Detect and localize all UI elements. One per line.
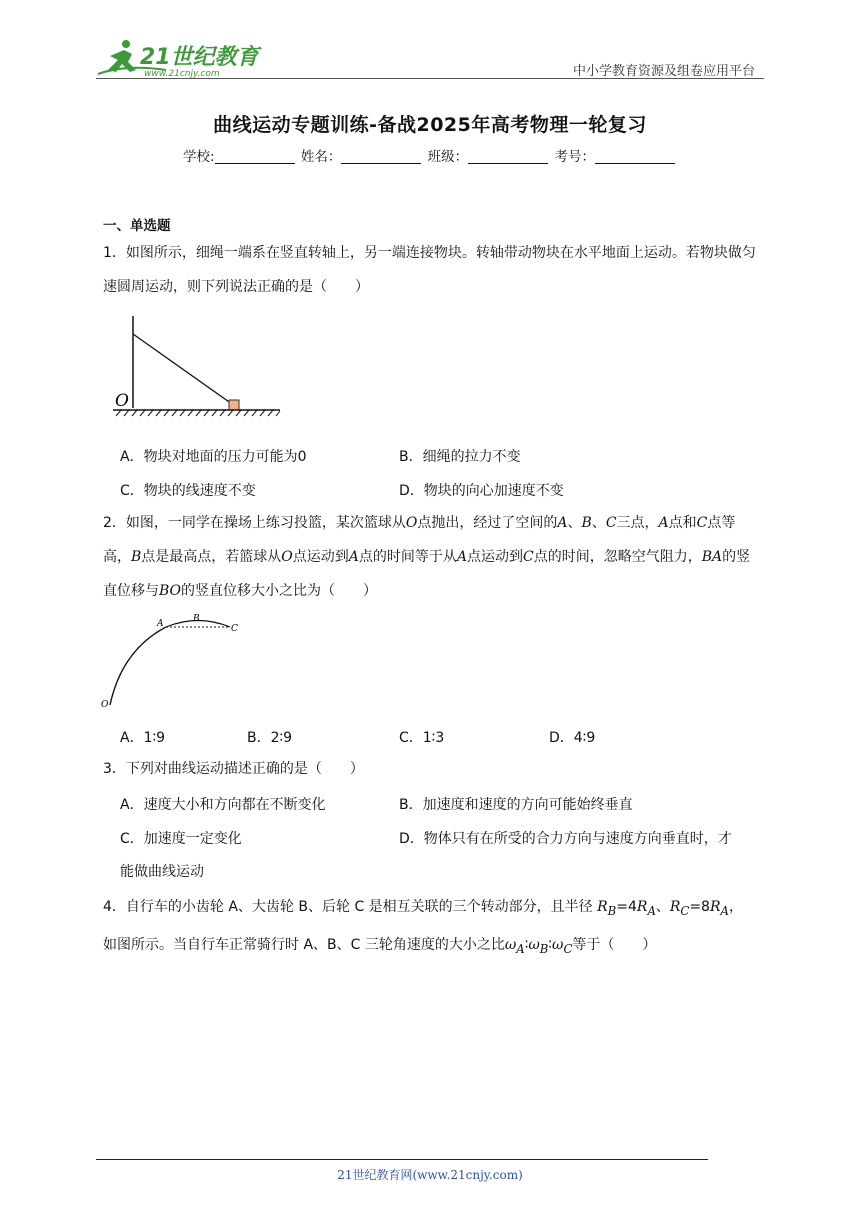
logo-text: 21世纪教育 bbox=[140, 45, 259, 70]
logo-url: www.21cnjy.com bbox=[144, 69, 220, 79]
q2-option-d[interactable]: D．4∶9 bbox=[549, 730, 596, 746]
question-3-text: 3．下列对曲线运动描述正确的是（ ） bbox=[103, 761, 364, 777]
student-info-row bbox=[0, 145, 860, 165]
figure1-label-o: O bbox=[115, 391, 129, 411]
exam-label: 考号： bbox=[554, 149, 595, 165]
q1-option-b[interactable]: B．细绳的拉力不变 bbox=[399, 449, 521, 465]
document-title: 曲线运动专题训练-备战2025年高考物理一轮复习 bbox=[213, 114, 647, 136]
section-title: 一、单选题 bbox=[103, 218, 171, 234]
question-2-text: 2．如图，一同学在操场上练习投篮，某次篮球从O点抛出，经过了空间的A、B、C三点，A点和C点等高，B点是最高点，若篮球从O点运动到A点的时间等于从A点运动到C点的时间，忽略空气阻力，BA的竖直位移与BO的竖直位移大小之比为（ ） bbox=[103, 515, 751, 599]
class-label: 班级： bbox=[427, 149, 469, 165]
q3-option-c[interactable]: C．加速度一定变化 bbox=[120, 831, 242, 847]
q3-option-a[interactable]: A．速度大小和方向都在不断变化 bbox=[120, 797, 326, 813]
q2-option-a[interactable]: A．1∶9 bbox=[120, 730, 166, 746]
q1-option-a[interactable]: A．物块对地面的压力可能为0 bbox=[120, 449, 307, 465]
question-2-figure bbox=[98, 610, 248, 710]
site-logo bbox=[96, 36, 266, 80]
school-blank bbox=[215, 149, 295, 164]
footer-divider bbox=[96, 1159, 708, 1160]
header-divider bbox=[96, 78, 764, 79]
q1-option-c[interactable]: C．物块的线速度不变 bbox=[120, 483, 256, 499]
footer-text: 21世纪教育网(www.21cnjy.com) bbox=[337, 1168, 523, 1182]
figure2-label-b: B bbox=[193, 614, 200, 624]
figure2-label-c: C bbox=[231, 624, 238, 634]
question-1-text: 1．如图所示，细绳一端系在竖直转轴上，另一端连接物块。转轴带动物块在水平地面上运动。若物块做匀速圆周运动，则下列说法正确的是（ ） bbox=[103, 245, 756, 295]
q3-option-d-continued: 能做曲线运动 bbox=[120, 864, 204, 880]
header-platform-text: 中小学教育资源及组卷应用平台 bbox=[572, 64, 755, 79]
question-1-figure bbox=[108, 310, 288, 420]
name-label: 姓名： bbox=[300, 149, 342, 165]
figure2-label-o: O bbox=[101, 700, 109, 710]
q2-option-b[interactable]: B．2∶9 bbox=[247, 730, 293, 746]
q2-option-c[interactable]: C．1∶3 bbox=[399, 730, 445, 746]
q3-option-d[interactable]: D．物体只有在所受的合力方向与速度方向垂直时，才 bbox=[399, 831, 732, 847]
exam-blank bbox=[595, 149, 675, 164]
q1-option-d[interactable]: D．物块的向心加速度不变 bbox=[399, 483, 564, 499]
school-label: 学校: bbox=[183, 149, 215, 165]
figure2-label-a: A bbox=[157, 619, 164, 629]
q3-option-b[interactable]: B．加速度和速度的方向可能始终垂直 bbox=[399, 797, 633, 813]
name-blank bbox=[341, 149, 421, 164]
question-4-text: 4．自行车的小齿轮 A、大齿轮 B、后轮 C 是相互关联的三个转动部分，且半径 $R_B=4R_A$、$R_C=8R_A$， 如图所示。当自行车正常骑行时 A、B、C 三轮角速度的大小之比$\omega_A∶\omega_B∶\omega_C$等于（ ） bbox=[103, 899, 743, 956]
class-blank bbox=[468, 149, 548, 164]
